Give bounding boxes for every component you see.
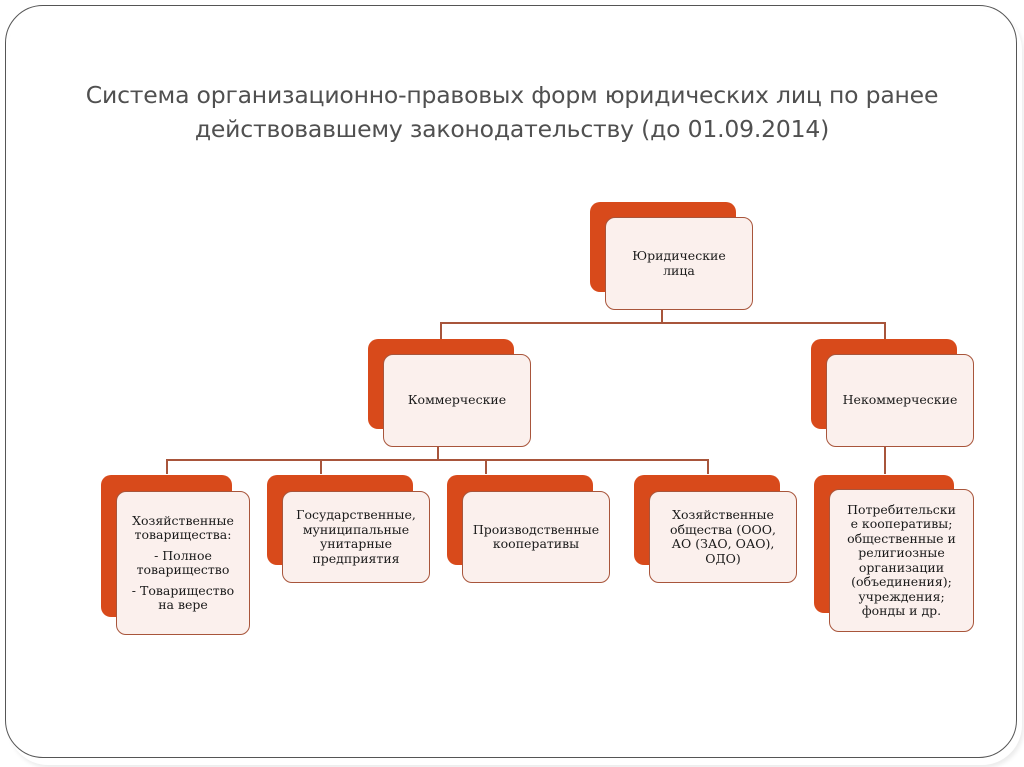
node-box [116, 491, 250, 635]
node-box [605, 217, 753, 310]
node-label: Некоммерческие [842, 392, 958, 408]
node-label: Хозяйственные товарищества: - Полное товарищество - Товарищество на вере [131, 512, 235, 612]
title-line-1: Система организационно-правовых форм юридических лиц по ранее [85, 81, 939, 109]
slide-title [40, 78, 984, 146]
connector-commercial-down [437, 446, 439, 460]
connector-noncommercial-down [884, 446, 886, 474]
connector-to-production-coops [485, 459, 487, 474]
title-line-2: действовавшему законодательству (до 01.09.2014) [194, 115, 830, 143]
node-label: Хозяйственные общества (ООО, АО (ЗАО, ОАО), ОДО) [669, 507, 777, 566]
connector-to-companies [707, 459, 709, 474]
node-label: Государственные, муниципальные унитарные предприятия [296, 507, 416, 566]
node-box [462, 491, 610, 583]
node-label: Производственные кооперативы [472, 521, 600, 551]
node-box [826, 354, 974, 447]
node-label: Потребительски е кооперативы; общественные и религиозные организации (объединения); учреждения; фонды и др. [847, 501, 956, 618]
node-box [383, 354, 531, 447]
node-box [649, 491, 797, 583]
connector-level3-horizontal [166, 459, 708, 461]
connector-to-unitary [320, 459, 322, 474]
node-box [282, 491, 430, 583]
connector-root-down [661, 308, 663, 323]
node-label: Коммерческие [407, 392, 507, 408]
node-label: Юридические лица [632, 248, 726, 278]
connector-to-commercial [440, 322, 442, 340]
node-box [829, 489, 974, 632]
connector-level2-horizontal [440, 322, 885, 324]
connector-to-noncommercial [884, 322, 886, 340]
connector-to-partnerships [166, 459, 168, 474]
